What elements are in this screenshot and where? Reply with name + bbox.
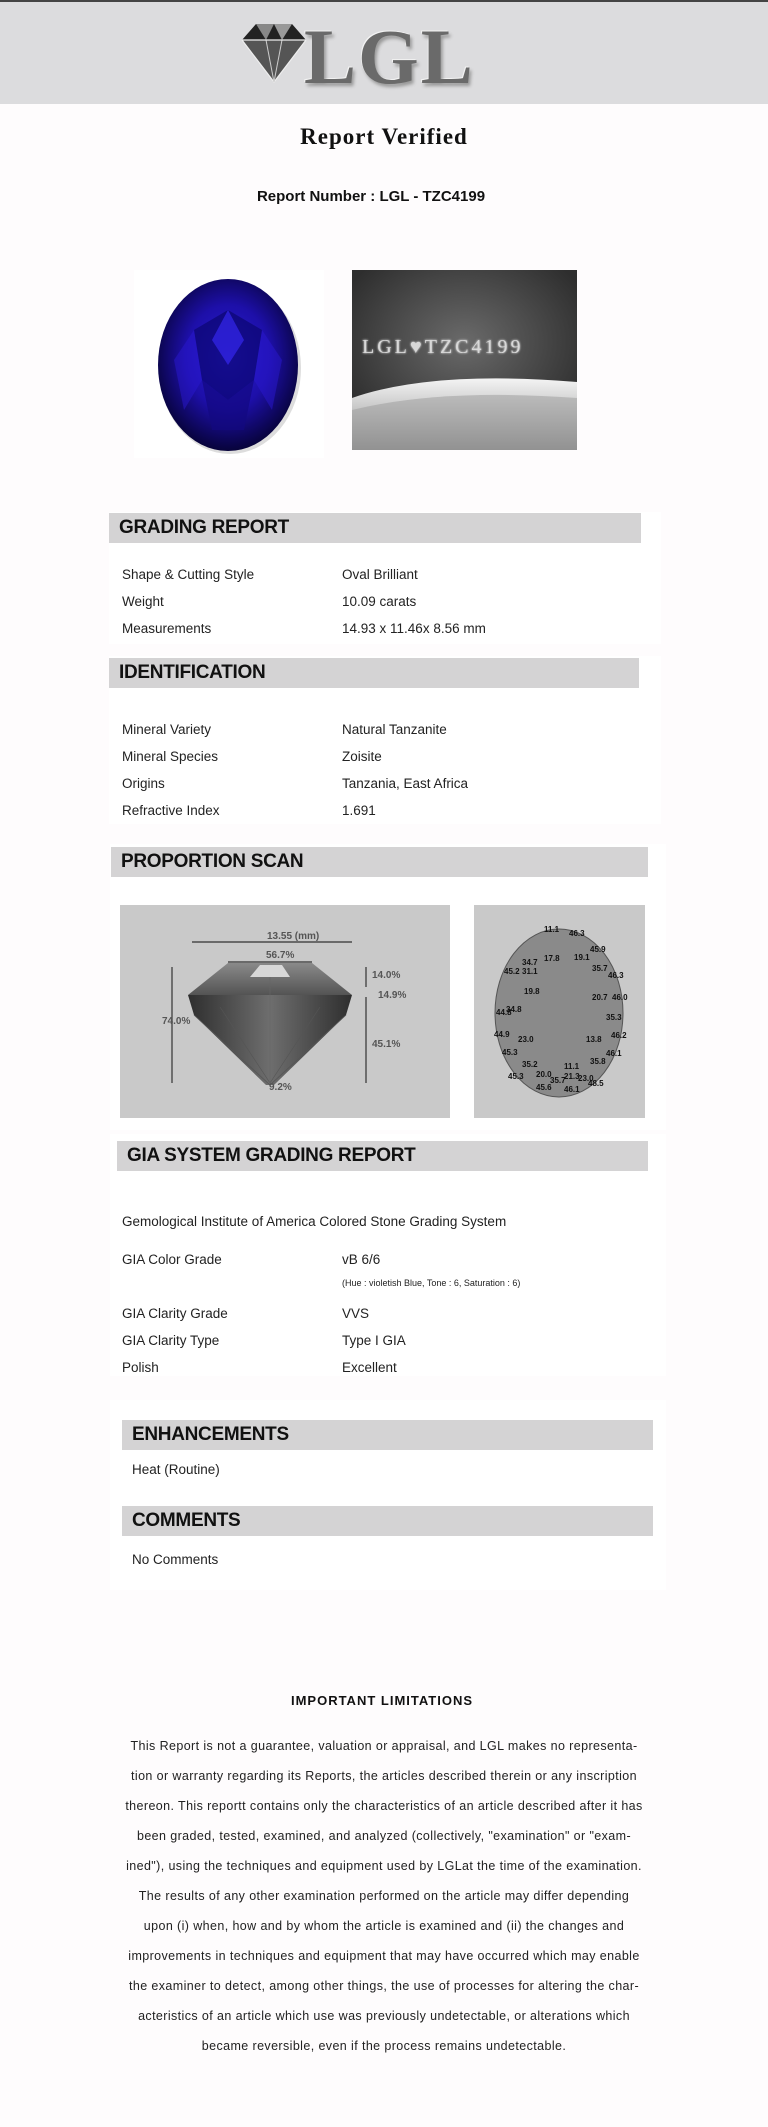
top-view-value: 44.9 xyxy=(494,1030,510,1039)
gemstone-photo xyxy=(134,270,324,458)
top-view-value: 35.7 xyxy=(592,964,608,973)
top-view-value: 11.1 xyxy=(544,925,560,934)
gia-clarity-type-value: Type I GIA xyxy=(342,1333,406,1348)
limitations-line: tion or warranty regarding its Reports, the articles described therein or any inscription xyxy=(131,1769,637,1783)
gia-color-note: (Hue : violetish Blue, Tone : 6, Saturation : 6) xyxy=(342,1278,521,1288)
limitations-line: This Report is not a guarantee, valuation or appraisal, and LGL makes no representa- xyxy=(130,1739,638,1753)
scan-crown-angle-label: 14.9% xyxy=(378,990,407,1001)
top-view-value: 35.8 xyxy=(590,1057,606,1066)
top-view-value: 21.3 xyxy=(564,1072,580,1081)
polish-label: Polish xyxy=(122,1360,159,1375)
page-title: Report Verified xyxy=(300,124,468,149)
top-view-value: 44.8 xyxy=(496,1008,512,1017)
scan-table-label: 56.7% xyxy=(266,950,295,961)
gia-color-label: GIA Color Grade xyxy=(122,1252,222,1267)
top-view-value: 19.1 xyxy=(574,953,590,962)
limitations-line: the examiner to detect, among other things, the use of processes for altering the char- xyxy=(128,1979,640,1993)
top-view-value: 20.0 xyxy=(536,1070,552,1079)
limitations-line: improvements in techniques and equipment that may have occurred which may enable xyxy=(128,1949,640,1963)
diamond-icon xyxy=(234,18,314,88)
gia-clarity-label: GIA Clarity Grade xyxy=(122,1306,228,1321)
gia-clarity-type-label: GIA Clarity Type xyxy=(122,1333,220,1348)
top-view-value: 34.7 xyxy=(522,958,538,967)
top-view-value: 48.5 xyxy=(588,1079,604,1088)
top-view-value: 45.2 xyxy=(504,967,520,976)
grading-report-heading: GRADING REPORT xyxy=(109,513,641,543)
top-view-value: 31.1 xyxy=(522,967,538,976)
top-view-value: 46.1 xyxy=(564,1085,580,1094)
shape-label: Shape & Cutting Style xyxy=(122,567,255,582)
top-view-value: 45.6 xyxy=(536,1083,552,1092)
limitations-line: acteristics of an article which use was previously undetectable, or alterations which xyxy=(138,2009,630,2023)
inscription-text: LGL♥TZC4199 xyxy=(362,336,524,358)
top-view-value: 11.1 xyxy=(564,1062,580,1071)
shape-value: Oval Brilliant xyxy=(342,567,418,582)
refractive-index-value: 1.691 xyxy=(342,803,376,818)
top-view-value: 35.3 xyxy=(606,1013,622,1022)
limitations-line: been graded, tested, examined, and analyzed (collectively, "examination" or "exam- xyxy=(136,1829,632,1843)
scan-culet-label: 9.2% xyxy=(269,1082,292,1093)
refractive-index-label: Refractive Index xyxy=(122,803,220,818)
proportion-scan-heading: PROPORTION SCAN xyxy=(111,847,648,877)
top-view-values xyxy=(474,905,645,1118)
gia-color-value: vB 6/6 xyxy=(342,1252,381,1267)
enhancements-heading: ENHANCEMENTS xyxy=(122,1420,653,1450)
gia-clarity-value: VVS xyxy=(342,1306,370,1321)
enhancements-value: Heat (Routine) xyxy=(132,1462,220,1477)
weight-value: 10.09 carats xyxy=(342,594,417,609)
mineral-species-label: Mineral Species xyxy=(122,749,219,764)
limitations-line: became reversible, even if the process remains undetectable. xyxy=(201,2039,567,2053)
top-view-value: 17.8 xyxy=(544,954,560,963)
gia-intro: Gemological Institute of America Colored Stone Grading System xyxy=(122,1214,507,1229)
limitations-line: ined"), using the techniques and equipment used by LGLat the time of the examination. xyxy=(126,1859,642,1873)
top-view-value: 13.8 xyxy=(586,1035,602,1044)
top-view-value: 23.0 xyxy=(518,1035,534,1044)
scan-crown-label: 14.0% xyxy=(372,970,401,981)
measurements-value: 14.93 x 11.46x 8.56 mm xyxy=(342,621,486,636)
comments-value: No Comments xyxy=(132,1552,219,1567)
polish-value: Excellent xyxy=(342,1360,397,1375)
limitations-line: The results of any other examination performed on the article may differ depending xyxy=(138,1889,630,1903)
top-view-value: 45.9 xyxy=(590,945,606,954)
top-view-value: 46.3 xyxy=(569,929,585,938)
report-number: Report Number : LGL - TZC4199 xyxy=(256,188,486,205)
top-view-value: 19.8 xyxy=(524,987,540,996)
mineral-species-value: Zoisite xyxy=(342,749,382,764)
measurements-label: Measurements xyxy=(122,621,212,636)
limitations-heading: IMPORTANT LIMITATIONS xyxy=(290,1693,474,1708)
top-view-value: 35.7 xyxy=(550,1076,566,1085)
top-view-value: 35.2 xyxy=(522,1060,538,1069)
scan-width-label: 13.55 (mm) xyxy=(267,931,320,942)
top-view-value: 46.2 xyxy=(611,1031,627,1040)
top-view-value: 46.1 xyxy=(606,1049,622,1058)
top-view-value: 45.3 xyxy=(508,1072,524,1081)
top-view-value: 45.3 xyxy=(502,1048,518,1057)
top-view-scan xyxy=(474,905,645,1118)
scan-depth-label: 74.0% xyxy=(162,1016,191,1027)
lgl-logo xyxy=(234,13,490,100)
logo-text: LGL xyxy=(304,13,475,100)
side-profile-scan xyxy=(120,905,450,1118)
weight-label: Weight xyxy=(122,594,164,609)
mineral-variety-value: Natural Tanzanite xyxy=(342,722,447,737)
scan-pavilion-label: 45.1% xyxy=(372,1039,401,1050)
top-view-value: 23.0 xyxy=(578,1074,594,1083)
laser-inscription-photo xyxy=(352,270,577,450)
origins-value: Tanzania, East Africa xyxy=(342,776,469,791)
top-view-value: 46.3 xyxy=(608,971,624,980)
header-banner xyxy=(0,0,768,104)
limitations-line: upon (i) when, how and by whom the article is examined and (ii) the changes and xyxy=(143,1919,625,1933)
identification-heading: IDENTIFICATION xyxy=(109,658,639,688)
mineral-variety-label: Mineral Variety xyxy=(122,722,212,737)
gia-heading: GIA SYSTEM GRADING REPORT xyxy=(117,1141,648,1171)
top-view-value: 46.0 xyxy=(612,993,628,1002)
origins-label: Origins xyxy=(122,776,165,791)
top-view-value: 34.8 xyxy=(506,1005,522,1014)
limitations-body xyxy=(118,1731,650,2061)
comments-heading: COMMENTS xyxy=(122,1506,653,1536)
limitations-line: thereon. This reportt contains only the characteristics of an article described after it has xyxy=(125,1799,643,1813)
top-view-value: 20.7 xyxy=(592,993,608,1002)
